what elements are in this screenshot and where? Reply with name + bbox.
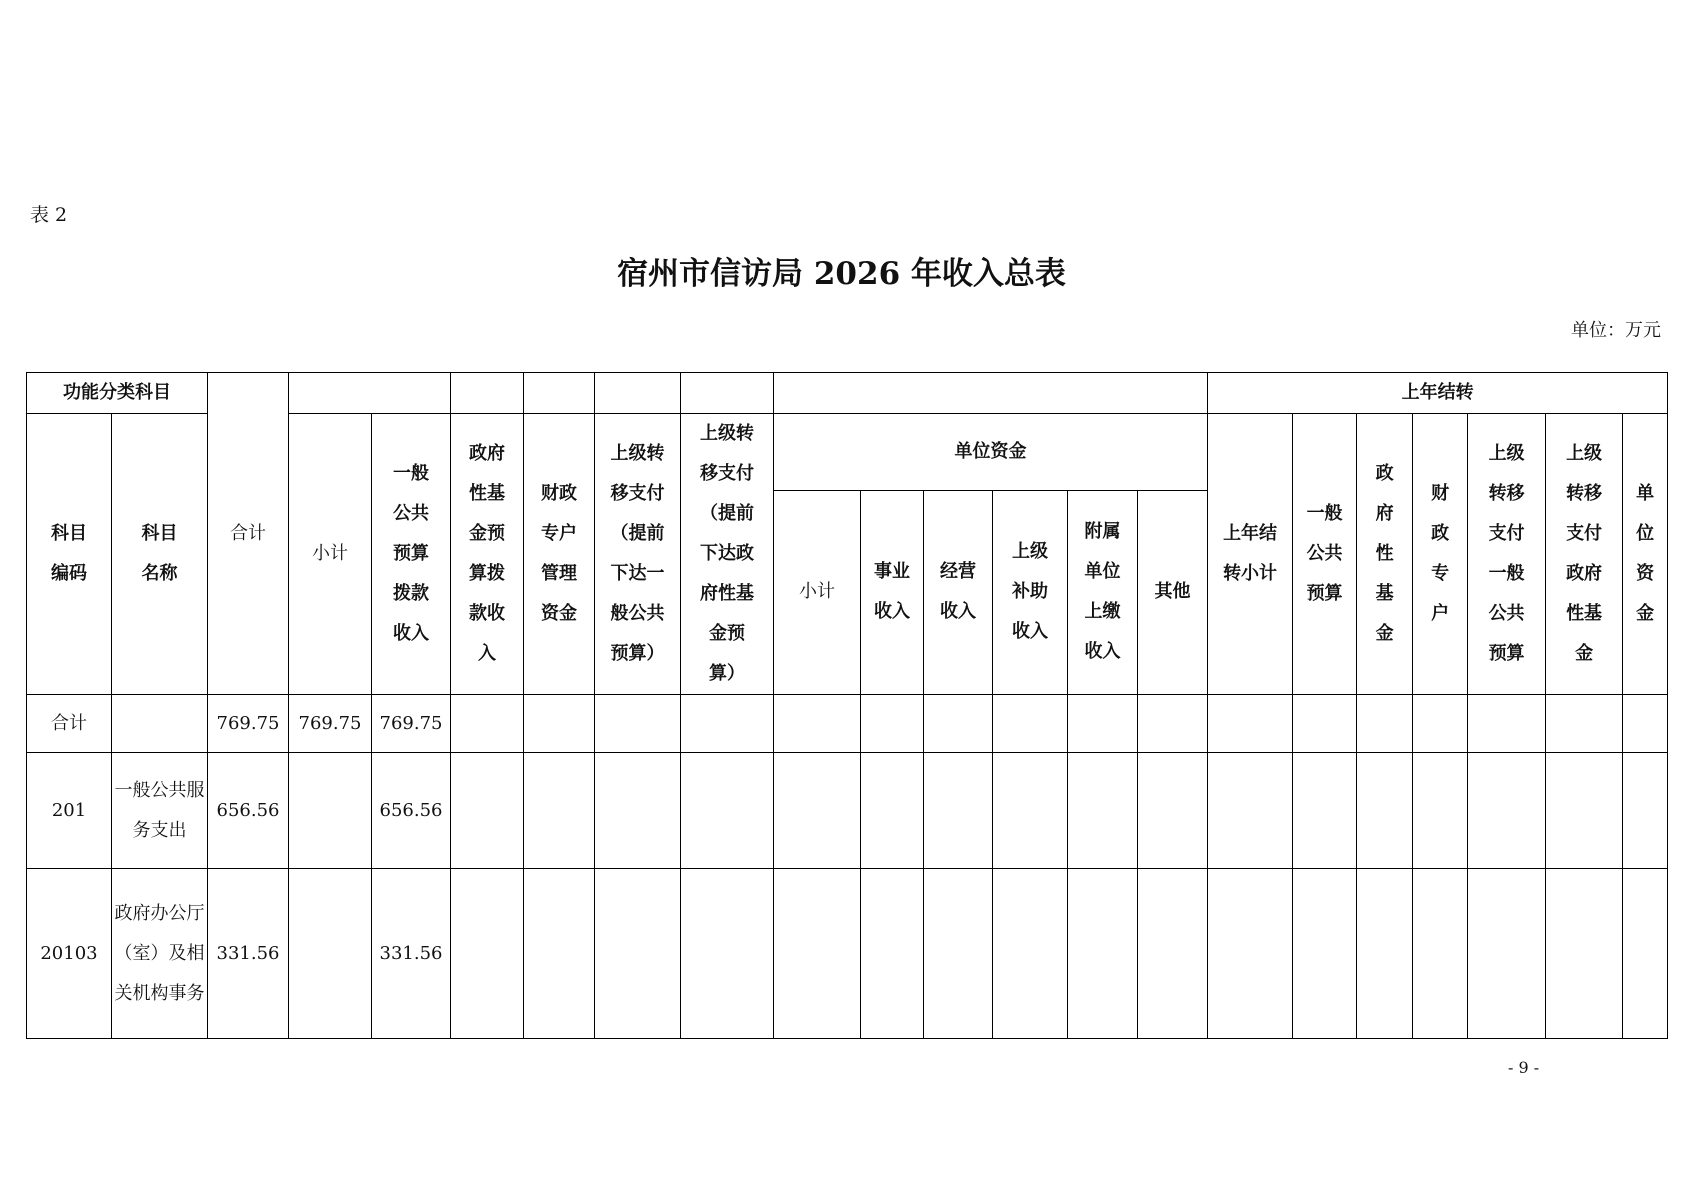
- empty-cell: [595, 695, 681, 753]
- unit-subtotal-header: 小计: [774, 490, 861, 694]
- unit-funds-header: 单位资金: [774, 414, 1208, 491]
- total-header: 合计: [208, 373, 289, 695]
- prev-fiscal-header: 财政专户: [1413, 414, 1468, 695]
- row-code: 合计: [27, 695, 112, 753]
- prev-year-carry-header: 上年结转: [1208, 373, 1668, 414]
- subject-name-header: 科目名称: [112, 414, 208, 695]
- empty-cell: [1468, 695, 1546, 753]
- row-subtotal: 769.75: [289, 695, 372, 753]
- other-header: 其他: [1138, 490, 1208, 694]
- fiscal-special-header: 财政专户管理资金: [524, 414, 595, 695]
- empty-cell: [1138, 753, 1208, 869]
- subsidy-income-header: 上级补助收入: [993, 490, 1068, 694]
- table-row: [27, 753, 1668, 869]
- empty-cell: [993, 753, 1068, 869]
- table-label: 表 2: [30, 204, 68, 226]
- empty-cell: [774, 869, 861, 1039]
- table-row: [27, 695, 1668, 753]
- subject-code-header: 科目编码: [27, 414, 112, 695]
- empty-cell: [524, 695, 595, 753]
- empty-cell: [595, 753, 681, 869]
- prev-general-header: 一般公共预算: [1293, 414, 1357, 695]
- empty-cell: [861, 695, 924, 753]
- empty-cell: [524, 753, 595, 869]
- empty-cell: [1293, 695, 1357, 753]
- operating-income-header: 经营收入: [924, 490, 993, 694]
- empty-cell: [993, 869, 1068, 1039]
- income-table: [26, 372, 1668, 1039]
- business-income-header: 事业收入: [861, 490, 924, 694]
- row-name: 一般公共服务支出: [112, 753, 208, 869]
- empty-cell: [1623, 753, 1668, 869]
- row-subtotal: [289, 869, 372, 1039]
- empty-cell: [774, 695, 861, 753]
- row-general: 331.56: [372, 869, 451, 1039]
- empty-cell: [1357, 695, 1413, 753]
- empty-cell: [1546, 753, 1623, 869]
- empty-cell: [1623, 869, 1668, 1039]
- empty-cell: [774, 753, 861, 869]
- empty-cell: [1293, 753, 1357, 869]
- gov-fund-header: 政府性基金预算拨款收入: [451, 414, 524, 695]
- affiliated-income-header: 附属单位上缴收入: [1068, 490, 1138, 694]
- empty-cell: [1293, 869, 1357, 1039]
- empty-cell: [924, 753, 993, 869]
- empty-cell: [681, 753, 774, 869]
- empty-cell: [1623, 695, 1668, 753]
- row-general: 769.75: [372, 695, 451, 753]
- blank-header: [289, 373, 451, 414]
- empty-cell: [1468, 753, 1546, 869]
- row-subtotal: [289, 753, 372, 869]
- blank-header: [524, 373, 595, 414]
- empty-cell: [451, 695, 524, 753]
- empty-cell: [595, 869, 681, 1039]
- row-total: 331.56: [208, 869, 289, 1039]
- empty-cell: [1138, 695, 1208, 753]
- empty-cell: [1357, 869, 1413, 1039]
- empty-cell: [861, 869, 924, 1039]
- empty-cell: [861, 753, 924, 869]
- func-class-header: 功能分类科目: [27, 373, 208, 414]
- row-total: 769.75: [208, 695, 289, 753]
- table-row: [27, 869, 1668, 1039]
- row-name: 政府办公厅（室）及相关机构事务: [112, 869, 208, 1039]
- empty-cell: [1208, 869, 1293, 1039]
- row-total: 656.56: [208, 753, 289, 869]
- row-code: 20103: [27, 869, 112, 1039]
- row-general: 656.56: [372, 753, 451, 869]
- empty-cell: [451, 869, 524, 1039]
- row-name: [112, 695, 208, 753]
- page-title: 宿州市信访局 2026 年收入总表: [617, 256, 1066, 292]
- empty-cell: [924, 695, 993, 753]
- blank-header: [595, 373, 681, 414]
- empty-cell: [1068, 869, 1138, 1039]
- empty-cell: [1208, 753, 1293, 869]
- empty-cell: [1413, 695, 1468, 753]
- row-code: 201: [27, 753, 112, 869]
- prev-subtotal-header: 上年结转小计: [1208, 414, 1293, 695]
- prev-gov-fund-header: 政府性基金: [1357, 414, 1413, 695]
- subtotal-header: 小计: [289, 414, 372, 695]
- empty-cell: [924, 869, 993, 1039]
- general-budget-header: 一般公共预算拨款收入: [372, 414, 451, 695]
- empty-cell: [681, 869, 774, 1039]
- empty-cell: [451, 753, 524, 869]
- empty-cell: [524, 869, 595, 1039]
- empty-cell: [993, 695, 1068, 753]
- blank-header: [774, 373, 1208, 414]
- prev-transfer-general-header: 上级转移支付一般公共预算: [1468, 414, 1546, 695]
- empty-cell: [1068, 695, 1138, 753]
- empty-cell: [1138, 869, 1208, 1039]
- empty-cell: [1068, 753, 1138, 869]
- empty-cell: [1357, 753, 1413, 869]
- prev-transfer-fund-header: 上级转移支付政府性基金: [1546, 414, 1623, 695]
- empty-cell: [1208, 695, 1293, 753]
- prev-unit-header: 单位资金: [1623, 414, 1668, 695]
- empty-cell: [681, 695, 774, 753]
- empty-cell: [1413, 753, 1468, 869]
- empty-cell: [1468, 869, 1546, 1039]
- empty-cell: [1413, 869, 1468, 1039]
- blank-header: [451, 373, 524, 414]
- transfer-general-header: 上级转移支付（提前下达一般公共预算）: [595, 414, 681, 695]
- unit-label: 单位：万元: [1571, 320, 1661, 341]
- empty-cell: [1546, 869, 1623, 1039]
- empty-cell: [1546, 695, 1623, 753]
- blank-header: [681, 373, 774, 414]
- page-number: - 9 -: [1508, 1058, 1540, 1077]
- transfer-fund-header: 上级转移支付（提前下达政府性基金预算）: [681, 414, 774, 695]
